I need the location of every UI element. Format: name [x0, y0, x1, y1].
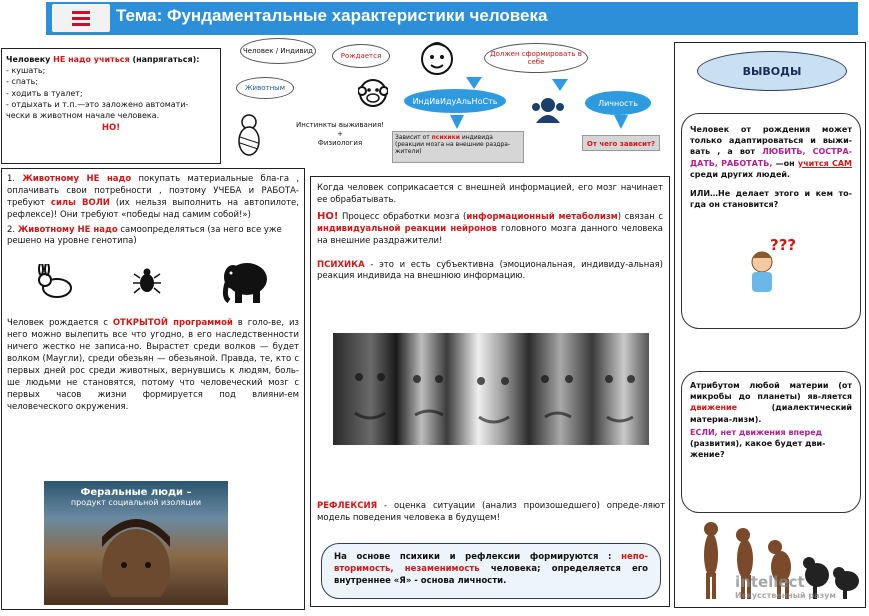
- page-title: Тема: Фундаментальные характеристики человека: [116, 6, 548, 25]
- callout-bubble: На основе психики и рефлексии формируются : непо-вторимость, незаменимость человека; определяется его внутреннее «Я» - основа личности.: [321, 543, 661, 599]
- individuality-oval: ИндИвИдуАльНоСть: [404, 89, 506, 113]
- plus-label: +: [337, 130, 343, 139]
- top-left-box: Человеку НЕ надо учиться (напрягаться): - кушать; - спать; - ходить в туалет; - отдыхать и т.п.—это заложено автомати- чески в животном начале человека. НО!: [1, 48, 221, 164]
- bug-icon: [132, 266, 162, 299]
- center-main-box: [310, 176, 670, 607]
- right-box: [674, 42, 866, 608]
- open-program-paragraph: Человек рождается с ОТКРЫТОЙ программой в голо-ве, из него можно вылепить все что угодно, в его наследственности ничего жестко не записа-но. Вырастет среди волков — будет волком (Маугли), среди обезьян — обезьяной. Правда, те, кто с первых дней рос среди животных, вернувшись к людям, боль-ше людьми не становятся, потому что человеческий мозг с первых часов жизни формируется под влияни-ем человеческого окружения.: [7, 318, 300, 412]
- personality-oval: Личность: [585, 91, 651, 115]
- depends-box: Зависит от психики индивида (реакции мозга на внешние раздра-жители): [392, 131, 524, 163]
- menu-button[interactable]: [52, 4, 110, 32]
- arrow-down-icon: [552, 79, 568, 91]
- faces-icon: [333, 333, 649, 445]
- must-cloud: Должен сформировать в себе: [484, 43, 588, 73]
- what-depends-box: От чего зависит?: [582, 135, 660, 151]
- arrow-down-icon: [450, 115, 464, 129]
- watermark: intellect Искусственный разум: [735, 573, 836, 600]
- list-item: - кушать;: [6, 66, 46, 76]
- question-marks: ???: [770, 236, 797, 254]
- list-item: - ходить в туалет;: [6, 88, 83, 98]
- question-text: ИЛИ…Не делает этого и кем то-гда он становится?: [690, 188, 852, 210]
- conclusions-badge: ВЫВОДЫ: [697, 51, 847, 91]
- diagram: [230, 35, 666, 165]
- arrow-down-icon: [466, 77, 482, 89]
- baby-icon: [236, 113, 262, 160]
- metabolism-paragraph: НО! Процесс обработки мозга (информационный метаболизм) связан с индивидуальной реакции нейронов головного мозга данного человека на внешние раздражители!: [317, 210, 663, 246]
- hamburger-icon: [72, 11, 90, 14]
- animal-cloud: Животным: [236, 77, 294, 99]
- arrow-down-icon: [614, 115, 628, 129]
- reflection-paragraph: РЕФЛЕКСИЯ - оценка ситуации (анализ произошедшего) опреде-ляют модель поведения человека в будущем!: [317, 501, 665, 523]
- conclusion-bubble-1: Человек от рождения может только адаптироваться и выжи-вать , а вот ЛЮБИТЬ, СОСТРА-ДАТЬ, РАБОТАТЬ, —он учится САМ среди других людей. ИЛИ…Не делает этого и кем то-гда он становится? ???: [681, 113, 861, 329]
- brain-paragraph: Когда человек соприкасается с внешней информацией, его мозг начинает ее обрабатывать.: [317, 183, 663, 205]
- psyche-paragraph: ПСИХИКА - это и есть субъективна (эмоциональная, индивиду-альная) реакция индивида на внешнюю информацию.: [317, 259, 663, 282]
- feral-subtitle: продукт социальной изоляции: [70, 498, 202, 507]
- monkey-icon: [358, 77, 388, 112]
- born-cloud: Рождается: [332, 44, 390, 68]
- child-portrait-icon: [44, 507, 228, 597]
- physiology-label: Физиология: [317, 139, 363, 148]
- rabbit-icon: [35, 264, 75, 301]
- group-icon: [530, 95, 566, 126]
- elephant-icon: [219, 257, 271, 308]
- feral-children-image: [44, 481, 228, 605]
- list-item: - отдыхать и т.п.—это заложено автомати-: [6, 99, 189, 109]
- human-cloud: Человек / Индивид: [240, 38, 316, 64]
- animal-paragraph-1: 1. Животному НЕ надо покупать материальные бла-га , оплачивать свои потребности , поэтому УЧЕБА и РАБОТА- требуют силы ВОЛИ (их нельзя выполнить на автопилоте, рефлексе)! Они требуют «победы над самим собой!»): [7, 174, 300, 220]
- list-item: чески в животном начале человека.: [6, 110, 160, 120]
- instincts-label: Инстинкты выживания!: [296, 121, 384, 129]
- animal-paragraph-2: 2. Животному НЕ надо самоопределяться (за него все уже решено на уровне генотипа): [7, 224, 282, 247]
- conclusion-bubble-2: Атрибутом любой материи (от микробы до планеты) яв-ляется движение (диалектический материа-лизм). ЕСЛИ, нет движения вперед (развития), какое будет дви-жение?: [681, 371, 861, 513]
- child-face-icon: [420, 41, 454, 80]
- top-left-list: [6, 65, 216, 121]
- list-item: - спать;: [6, 77, 39, 87]
- feral-title: Феральные люди –: [80, 487, 192, 498]
- faces-image: [333, 333, 649, 445]
- thinking-boy-icon: [744, 236, 802, 298]
- left-main-box: [1, 168, 305, 610]
- no-label: НО!: [101, 123, 121, 134]
